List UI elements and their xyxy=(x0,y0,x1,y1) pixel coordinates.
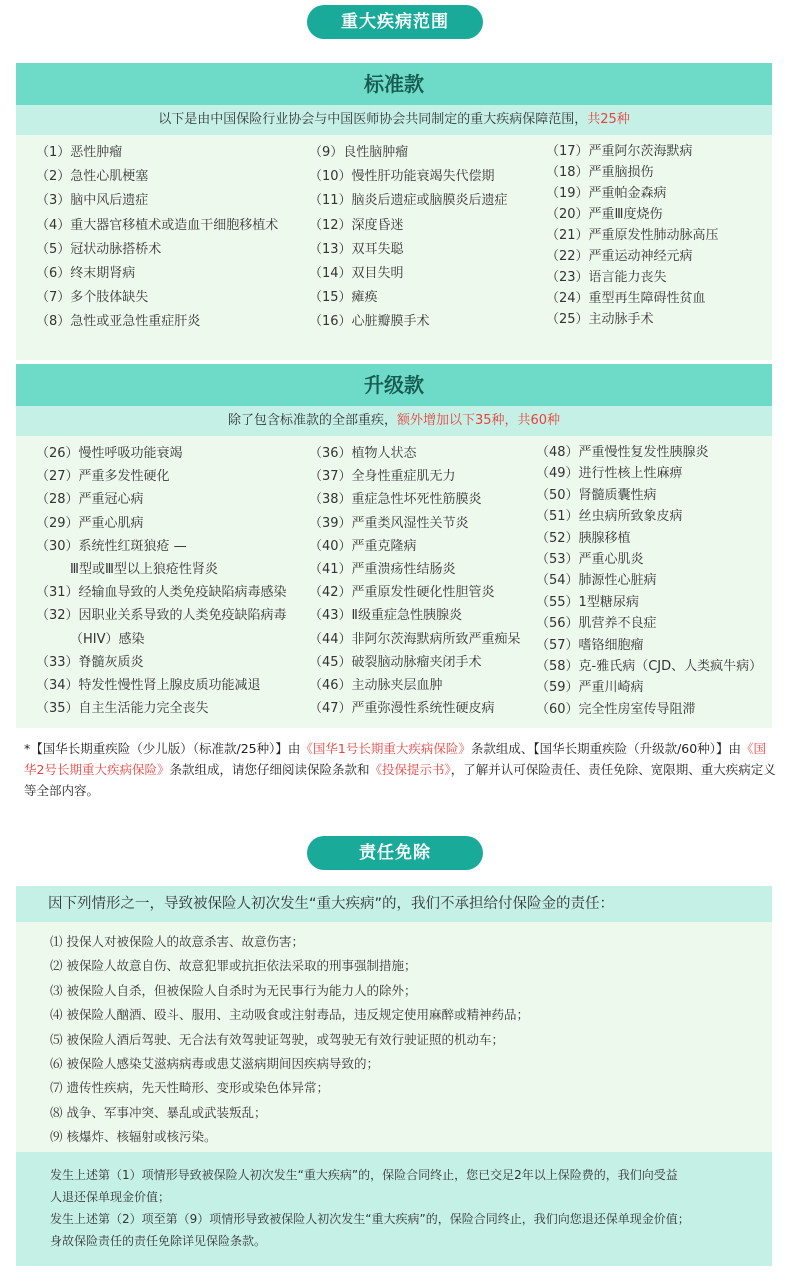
standard-plan-count: 共25种 xyxy=(587,112,630,127)
disease-item: （55）1型糖尿病 xyxy=(536,594,639,610)
standard-plan-subtitle xyxy=(16,105,772,135)
standard-list-column-1 xyxy=(36,141,278,335)
upgrade-plan-header: 升级款 xyxy=(16,364,772,406)
disease-item-continuation: （HIV）感染 xyxy=(70,631,145,647)
exclusion-item: ⑹ 被保险人感染艾滋病病毒或患艾滋病期间因疾病导致的； xyxy=(50,1055,379,1071)
disease-item: （57）嗜铬细胞瘤 xyxy=(536,637,644,653)
exclusions-box xyxy=(16,886,772,1266)
disease-item: （6）终末期肾病 xyxy=(36,265,136,281)
note-text: ，了解并认可保险责任、责任免除、宽限期、重大疾病定义等全部内容。 xyxy=(24,762,776,798)
disease-item: （49）进行性核上性麻痹 xyxy=(536,466,683,482)
disease-item: （10）慢性肝功能衰竭失代偿期 xyxy=(309,169,495,185)
disease-item: （1）恶性肿瘤 xyxy=(36,145,123,160)
disease-item: （14）双目失明 xyxy=(309,265,404,281)
disease-item: （38）重症急性坏死性筋膜炎 xyxy=(309,492,482,508)
footer-note-line: 人退还保单现金价值； xyxy=(50,1190,171,1204)
disease-item: （4）重大器官移植术或造血干细胞移植术 xyxy=(36,217,279,233)
disease-item: （12）深度昏迷 xyxy=(309,217,404,233)
disease-item: （54）肺源性心脏病 xyxy=(536,573,657,589)
disease-item: （20）严重Ⅲ度烧伤 xyxy=(546,207,663,222)
disease-item: （50）肾髓质囊性病 xyxy=(536,487,657,503)
standard-plan-box xyxy=(16,63,772,360)
exclusion-item: ⑼ 核爆炸、核辐射或核污染。 xyxy=(50,1129,217,1145)
standard-disease-list xyxy=(16,141,772,361)
disease-item: （28）严重冠心病 xyxy=(36,492,144,508)
disease-item: （11）脑炎后遗症或脑膜炎后遗症 xyxy=(309,193,508,209)
disease-item: （15）瘫痪 xyxy=(309,290,378,306)
disease-item: （25）主动脉手术 xyxy=(546,312,654,327)
exclusion-item: ⑴ 投保人对被保险人的故意杀害、故意伤害； xyxy=(50,934,304,949)
note-text: 条款组成，请您仔细阅读保险条款和 xyxy=(169,762,370,777)
exclusion-item: ⑷ 被保险人酗酒、殴斗、服用、主动吸食或注射毒品，违反规定使用麻醉或精神药品； xyxy=(50,1007,529,1023)
disease-item: （47）严重弥漫性系统性硬皮病 xyxy=(309,701,495,717)
disease-item: （58）克-雅氏病（CJD、人类疯牛病） xyxy=(536,658,763,674)
disease-item: （46）主动脉夹层血肿 xyxy=(309,677,443,693)
disease-item: （34）特发性慢性肾上腺皮质功能减退 xyxy=(36,677,261,693)
disease-item: （52）胰腺移植 xyxy=(536,530,631,546)
note-text: *【国华长期重疾险（少儿版）（标准款/25种）】由 xyxy=(24,741,301,756)
disease-item: （13）双耳失聪 xyxy=(309,241,404,257)
disease-item: （53）严重心肌炎 xyxy=(536,551,644,567)
footer-note-line: 发生上述第（2）项至第（9）项情形导致被保险人初次发生“重大疾病”的，保险合同终止，我们向您退还保单现金价值； xyxy=(50,1212,690,1226)
disease-item: （24）重型再生障碍性贫血 xyxy=(546,291,706,306)
disease-item: （42）严重原发性硬化性胆管炎 xyxy=(309,585,495,601)
clause-link-guohua-1[interactable]: 《国华1号长期重大疾病保险》 xyxy=(300,741,471,756)
disease-item: （23）语言能力丧失 xyxy=(546,270,667,285)
upgrade-plan-subtitle xyxy=(16,406,772,436)
clause-link-guohua-2[interactable]: 《国华2号长期重大疾病保险》 xyxy=(24,741,766,777)
disease-item: （41）严重溃疡性结肠炎 xyxy=(309,561,456,577)
disease-item: （7）多个肢体缺失 xyxy=(36,290,149,306)
product-clause-note xyxy=(24,738,776,801)
disease-item: （60）完全性房室传导阻滞 xyxy=(536,701,696,717)
exclusions-list xyxy=(16,922,772,1150)
exclusion-item: ⑶ 被保险人自杀，但被保险人自杀时为无民事行为能力人的除外； xyxy=(50,982,417,998)
exclusion-item: ⑵ 被保险人故意自伤、故意犯罪或抗拒依法采取的刑事强制措施； xyxy=(50,958,417,974)
disease-item: （27）严重多发性硬化 xyxy=(36,469,170,485)
disease-item: （35）自主生活能力完全丧失 xyxy=(36,701,209,717)
disease-item: （18）严重脑损伤 xyxy=(546,165,654,180)
disease-item: （33）脊髓灰质炎 xyxy=(36,654,144,670)
upgrade-plan-box xyxy=(16,364,772,728)
upgrade-disease-list xyxy=(16,442,772,722)
upgrade-list-column-1 xyxy=(36,442,287,720)
disease-item: （48）严重慢性复发性胰腺炎 xyxy=(536,445,709,460)
section-title-critical-illness-scope: 重大疾病范围 xyxy=(307,5,483,39)
standard-list-column-2 xyxy=(309,141,508,335)
disease-item: （16）心脏瓣膜手术 xyxy=(309,314,430,330)
clause-link-notice[interactable]: 《投保提示书》 xyxy=(369,762,451,777)
disease-item: （8）急性或亚急性重症肝炎 xyxy=(36,314,201,330)
upgrade-list-column-2 xyxy=(309,442,521,720)
disease-item: （30）系统性红斑狼疮 — xyxy=(36,538,187,554)
disease-item: （26）慢性呼吸功能衰竭 xyxy=(36,446,183,461)
disease-item: （22）严重运动神经元病 xyxy=(546,249,693,264)
footer-note-line: 身故保险责任的责任免除详见保险条款。 xyxy=(50,1234,267,1248)
section-title-exclusions: 责任免除 xyxy=(307,836,483,870)
disease-item: （5）冠状动脉搭桥术 xyxy=(36,241,162,257)
disease-item: （21）严重原发性肺动脉高压 xyxy=(546,228,719,243)
disease-item: （29）严重心肌病 xyxy=(36,515,144,531)
disease-item: （36）植物人状态 xyxy=(309,446,417,461)
disease-item: （31）经输血导致的人类免疫缺陷病毒感染 xyxy=(36,585,287,601)
disease-item: （56）肌营养不良症 xyxy=(536,616,657,632)
disease-item: （45）破裂脑动脉瘤夹闭手术 xyxy=(309,654,482,670)
exclusion-item: ⑻ 战争、军事冲突、暴乱或武装叛乱； xyxy=(50,1104,267,1120)
standard-plan-subtitle-text: 以下是由中国保险行业协会与中国医师协会共同制定的重大疾病保障范围， xyxy=(158,112,588,127)
disease-item: （37）全身性重症肌无力 xyxy=(309,469,456,485)
disease-item: （43）Ⅱ级重症急性胰腺炎 xyxy=(309,608,462,624)
exclusions-header: 因下列情形之一，导致被保险人初次发生“重大疾病”的，我们不承担给付保险金的责任： xyxy=(16,886,772,922)
disease-item: （32）因职业关系导致的人类免疫缺陷病毒 xyxy=(36,608,287,624)
upgrade-plan-subtitle-text: 除了包含标准款的全部重疾， xyxy=(227,413,397,428)
disease-item: （51）丝虫病所致象皮病 xyxy=(536,509,683,525)
disease-item: （9）良性脑肿瘤 xyxy=(309,145,409,160)
note-text: 条款组成、【国华长期重疾险（升级款/60种）】由 xyxy=(470,741,741,756)
exclusion-item: ⑺ 遗传性疾病，先天性畸形、变形或染色体异常； xyxy=(50,1080,329,1096)
disease-item: （44）非阿尔茨海默病所致严重痴呆 xyxy=(309,631,521,647)
disease-item: （40）严重克隆病 xyxy=(309,538,417,554)
disease-item-continuation: Ⅲ型或Ⅲ型以上狼疮性肾炎 xyxy=(70,561,218,577)
exclusions-footer-note xyxy=(16,1152,772,1266)
standard-plan-header: 标准款 xyxy=(16,63,772,105)
disease-item: （19）严重帕金森病 xyxy=(546,186,667,201)
footer-note-line: 发生上述第（1）项情形导致被保险人初次发生“重大疾病”的，保险合同终止，您已交足2年以上保险费的，我们向受益 xyxy=(50,1168,678,1182)
exclusion-item: ⑸ 被保险人酒后驾驶、无合法有效驾驶证驾驶，或驾驶无有效行驶证照的机动车； xyxy=(50,1031,504,1047)
disease-item: （17）严重阿尔茨海默病 xyxy=(546,144,693,159)
disease-item: （2）急性心肌梗塞 xyxy=(36,169,149,185)
upgrade-plan-count: 额外增加以下35种，共60种 xyxy=(396,413,561,428)
upgrade-list-column-3 xyxy=(536,442,762,720)
disease-item: （39）严重类风湿性关节炎 xyxy=(309,515,469,531)
disease-item: （59）严重川崎病 xyxy=(536,680,644,696)
standard-list-column-3 xyxy=(546,141,719,330)
disease-item: （3）脑中风后遗症 xyxy=(36,193,149,209)
